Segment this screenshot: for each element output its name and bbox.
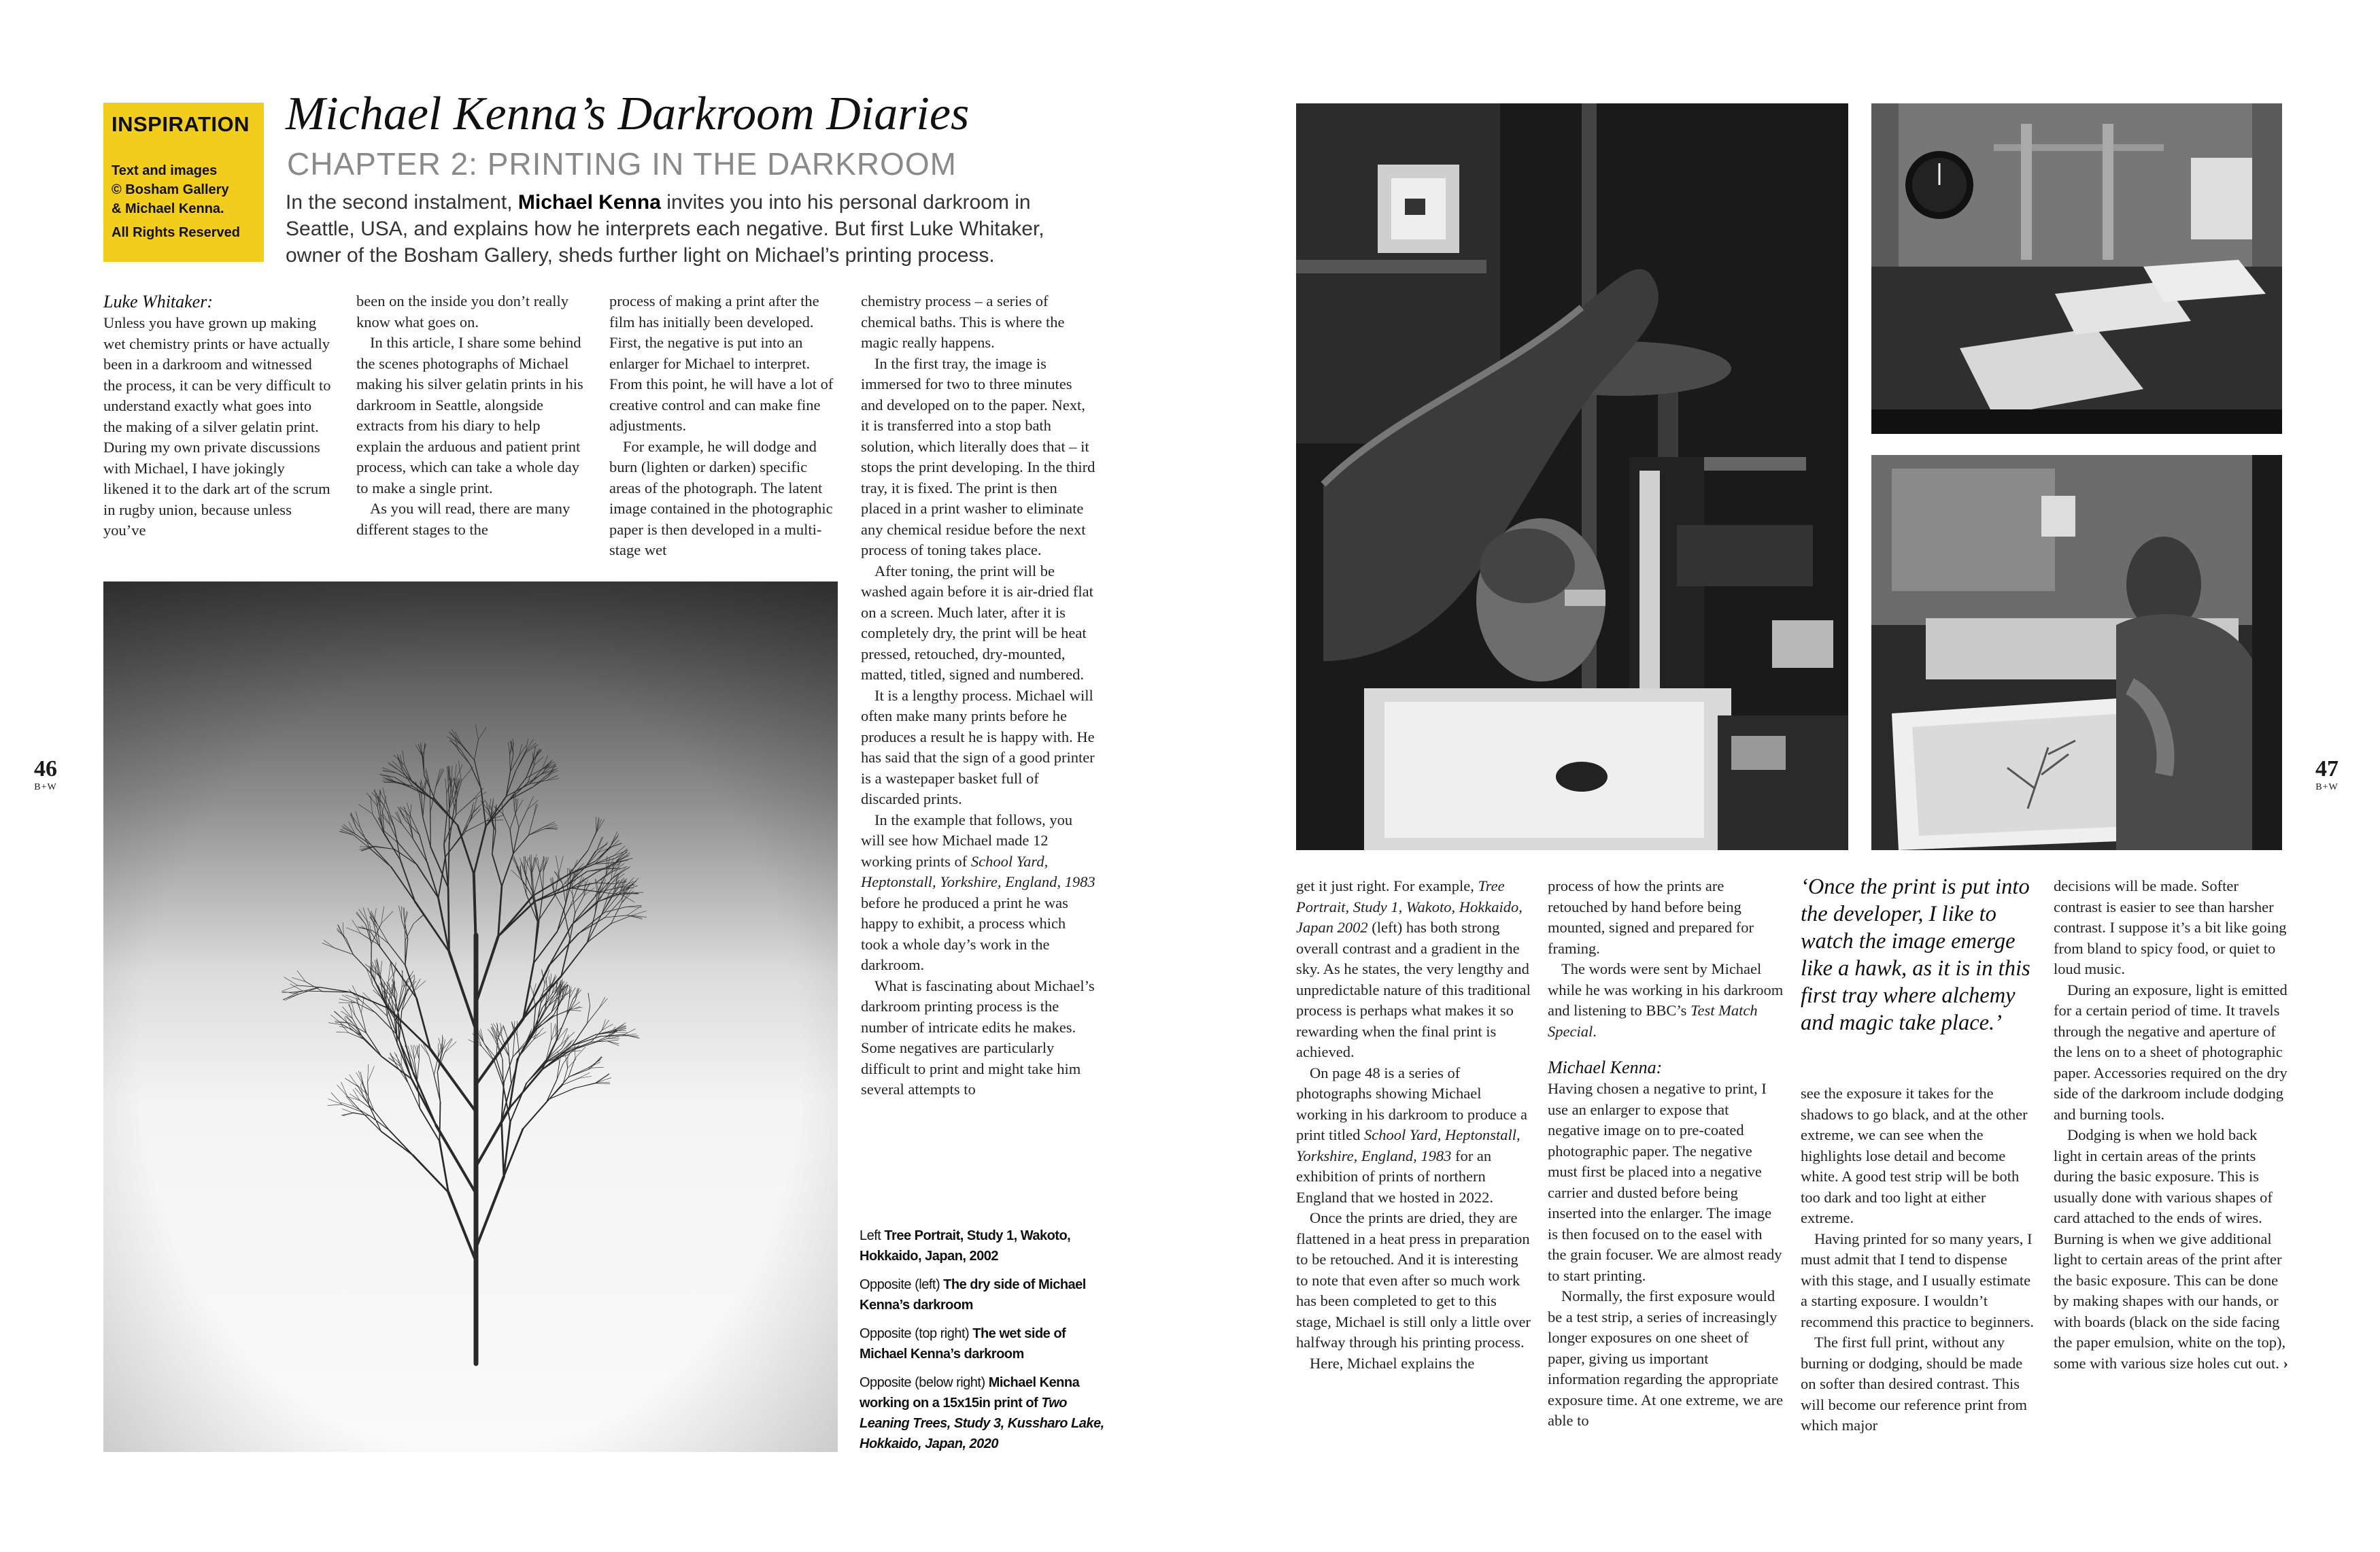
- paragraph: [1296, 1063, 1533, 1209]
- paragraph: decisions will be made. Softer contrast is easier to see than harsher contrast. I suppose it’s a bit like going from bland to spicy food, or quiet to loud music.: [2054, 877, 2287, 977]
- paragraph: process of making a print after the film has initially been developed. First, the negative is put into an enlarger for Michael to interpret. From this point, he will have a lot of creative control and can make fine adjustments.: [609, 292, 834, 434]
- paragraph: In this article, I share some behind the scenes photographs of Michael making his silver gelatin prints in his darkroom in Seattle, alongside extracts from his diary to help explain the arduous and patient print process, which can take a whole day to make a single print.: [356, 334, 583, 496]
- body-column-3: [609, 291, 837, 561]
- image-credit: [112, 161, 256, 218]
- caption-prefix: Opposite (top right): [860, 1326, 973, 1341]
- pull-quote: ‘Once the print is put into the developer, I like to watch the image emerge like a hawk, as it is in this first tray where alchemy and magic take place.’: [1801, 875, 2030, 1035]
- page-number-left: [34, 756, 57, 793]
- text-run: Dodging is when we hold back light in certain areas of the prints during the basic exposure. This is usually done with various shapes of card attached to the ends of wires. Burning is when we give additional light to certain areas of the print after the basic exposure. This can be done by making shapes with our hands, or with boards (black on the side facing the paper emulsion, white on the top), some with various size holes cut out.: [2054, 1126, 2286, 1372]
- working-art: [1871, 455, 2282, 850]
- body-column-5: [1296, 876, 1533, 1374]
- body-column-4: [861, 291, 1095, 1100]
- standfirst: [286, 189, 1095, 269]
- paragraph: [2054, 1125, 2288, 1374]
- paragraph: What is fascinating about Michael’s darkroom printing process is the number of intricate edits he makes. Some negatives are particularly difficult to print and might take him several attempts to: [861, 977, 1095, 1098]
- text-run: On page 48 is a series of photographs showing Michael working in his darkroom to produce a print titled: [1296, 1064, 1527, 1143]
- paragraph: been on the inside you don’t really know what goes on.: [356, 292, 569, 331]
- caption-title: Michael Kenna working on a 15x15in print of: [860, 1375, 1080, 1411]
- photo-captions: [860, 1226, 1104, 1462]
- paragraph: process of how the prints are retouched by hand before being mounted, signed and prepared for framing.: [1548, 877, 1754, 957]
- paragraph: Here, Michael explains the: [1310, 1354, 1475, 1372]
- paragraph: chemistry process – a series of chemical baths. This is where the magic really happens.: [861, 292, 1065, 351]
- text-run: for an exhibition of prints of northern England that we hosted in 2022.: [1296, 1147, 1493, 1206]
- continue-arrow-icon: ›: [2283, 1354, 2288, 1372]
- caption: [860, 1372, 1104, 1454]
- caption: [860, 1226, 1104, 1266]
- paragraph: Unless you have grown up making wet chemistry prints or have actually been in a darkroom and witnessed the process, it can be very difficult to understand exactly what goes into the making of a silver gelatin print. During my own private discussions with Michael, I have jokingly likened it to the dark art of the scrum in rugby union, because unless you’ve: [103, 314, 331, 539]
- chapter-subtitle: CHAPTER 2: PRINTING IN THE DARKROOM: [287, 146, 957, 182]
- paragraph: Once the prints are dried, they are flattened in a heat press in preparation to be retouched. And it is interesting to note that even after so much work has been completed to get to this stage, Michael is still only a little over halfway through his printing process.: [1296, 1209, 1531, 1351]
- text-run: get it just right. For example,: [1296, 877, 1478, 894]
- artwork-title: Tree Portrait, Study 1, Wakoto, Hokkaido, Japan 2002: [1296, 877, 1523, 936]
- section-label: INSPIRATION: [112, 112, 250, 136]
- caption-title: The wet side of Michael Kenna’s darkroom: [860, 1326, 1066, 1362]
- paragraph: Having chosen a negative to print, I use an enlarger to expose that negative image on to pre-coated photographic paper. The negative must first be placed into a negative carrier and dusted before being inserted into the enlarger. The image is then focused on to the easel with the grain focuser. We are almost ready to start printing.: [1548, 1080, 1782, 1284]
- speaker-heading: Michael Kenna:: [1548, 1058, 1663, 1077]
- article-title: Michael Kenna’s Darkroom Diaries: [286, 88, 970, 140]
- rights-notice: All Rights Reserved: [112, 225, 240, 240]
- programme-title: Test Match Special: [1548, 1002, 1758, 1040]
- text-run: The words were sent by Michael while he was working in his darkroom and listening to BBC’s: [1548, 960, 1784, 1019]
- caption: [860, 1323, 1104, 1364]
- artwork-title: School Yard, Heptonstall, Yorkshire, England, 1983: [861, 852, 1095, 890]
- text-run: before he produced a print he was happy to exhibit, a process which took a whole day’s work in the darkroom.: [861, 894, 1068, 973]
- speaker-heading: Luke Whitaker:: [103, 292, 214, 311]
- paragraph: After toning, the print will be washed again before it is air-dried flat on a screen. Much later, after it is completely dry, the print will be heat pressed, retouched, dry-mounted, matted, titled, signed and numbered.: [861, 562, 1093, 683]
- wet-side-art: [1871, 103, 2282, 434]
- page-number-right: [2315, 756, 2339, 793]
- caption-prefix: Left: [860, 1228, 885, 1243]
- body-column-6: [1548, 876, 1784, 1432]
- caption-prefix: Opposite (left): [860, 1277, 944, 1292]
- caption-title: Tree Portrait, Study 1, Wakoto, Hokkaido, Japan, 2002: [860, 1228, 1071, 1264]
- paragraph: Having printed for so many years, I must admit that I tend to dispense with this stage, and I usually estimate a starting exposure. I wouldn’t recommend this practice to beginners.: [1801, 1230, 2035, 1330]
- kenna-working-photo: [1871, 455, 2282, 850]
- standfirst-text: invites you into his personal darkroom in Seattle, USA, and explains how he interprets each negative. But first Luke Whitaker, owner of the Bosham Gallery, sheds further light on Michael’s printing process.: [286, 191, 1044, 267]
- darkroom-wet-side-photo: [1871, 103, 2282, 434]
- caption-prefix: Opposite (below right): [860, 1375, 989, 1390]
- paragraph: In the first tray, the image is immersed for two to three minutes and developed on to the paper. Next, it is transferred into a stop bath solution, which literally does that – it stops the print developing. In the third tray, it is fixed. The print is then placed in a print washer to eliminate any chemical residue before the next process of toning takes place.: [861, 354, 1095, 558]
- artwork-title: School Yard, Heptonstall, Yorkshire, England, 1983: [1296, 1126, 1520, 1164]
- text-run: .: [1593, 1022, 1597, 1040]
- paragraph: The first full print, without any burning or dodging, should be made on softer than desired contrast. This will become our reference print from which major: [1801, 1334, 2027, 1434]
- page-number: 46: [34, 756, 57, 781]
- dry-side-art: [1296, 103, 1848, 850]
- page-number: 47: [2315, 756, 2339, 781]
- paragraph: As you will read, there are many different stages to the: [356, 500, 571, 538]
- body-column-1: [103, 291, 331, 541]
- text-run: In the example that follows, you will see how Michael made 12 working prints of: [861, 811, 1073, 870]
- paragraph: During an exposure, light is emitted for a certain period of time. It travels through the negative and aperture of the lens on to a sheet of photographic paper. Accessories required on the dry side of the darkroom include dodging and burning tools.: [2054, 981, 2288, 1123]
- folio-mark: B+W: [2315, 782, 2339, 792]
- folio-mark: B+W: [34, 782, 57, 792]
- paragraph: [1296, 876, 1533, 1063]
- standfirst-text: In the second instalment,: [286, 191, 518, 214]
- tree-portrait-photo: [103, 581, 838, 1452]
- standfirst-name: Michael Kenna: [517, 191, 661, 214]
- paragraph: Normally, the first exposure would be a test strip, a series of increasingly longer exposures on one sheet of paper, giving us important information regarding the appropriate exposure time. At one extreme, we are able to: [1548, 1287, 1784, 1429]
- darkroom-dry-side-photo: [1296, 103, 1848, 850]
- body-column-2: [356, 291, 584, 540]
- paragraph: see the exposure it takes for the shadows to go black, and at the other extreme, we can see when the highlights lose detail and become white. A good test strip will be both too dark and too light at either extreme.: [1801, 1085, 2028, 1226]
- section-badge: [103, 103, 264, 262]
- caption-title: The dry side of Michael Kenna’s darkroom: [860, 1277, 1086, 1313]
- body-column-7: [1801, 1083, 2037, 1436]
- text-run: (left) has both strong overall contrast and a gradient in the sky. As he states, the very lengthy and unpredictable nature of this traditional process is perhaps what makes it so rewarding when the final print is achieved.: [1296, 919, 1531, 1060]
- caption: [860, 1275, 1104, 1315]
- paragraph: For example, he will dodge and burn (lighten or darken) specific areas of the photograph. The latent image contained in the photographic paper is then developed in a multi-stage wet: [609, 437, 833, 558]
- credit-line: © Bosham Gallery: [112, 182, 229, 197]
- paragraph: [861, 810, 1095, 976]
- credit-line: & Michael Kenna.: [112, 201, 224, 216]
- tree-photo-art: [103, 581, 838, 1452]
- body-column-8: [2054, 876, 2288, 1374]
- caption-artwork-title: Two Leaning Trees, Study 3, Kussharo Lake, Hokkaido, Japan, 2020: [860, 1396, 1104, 1451]
- paragraph: [1548, 959, 1784, 1042]
- paragraph: It is a lengthy process. Michael will often make many prints before he produces a result he is happy with. He has said that the sign of a good printer is a wastepaper basket full of discarded prints.: [861, 686, 1095, 807]
- credit-line: Text and images: [112, 163, 218, 178]
